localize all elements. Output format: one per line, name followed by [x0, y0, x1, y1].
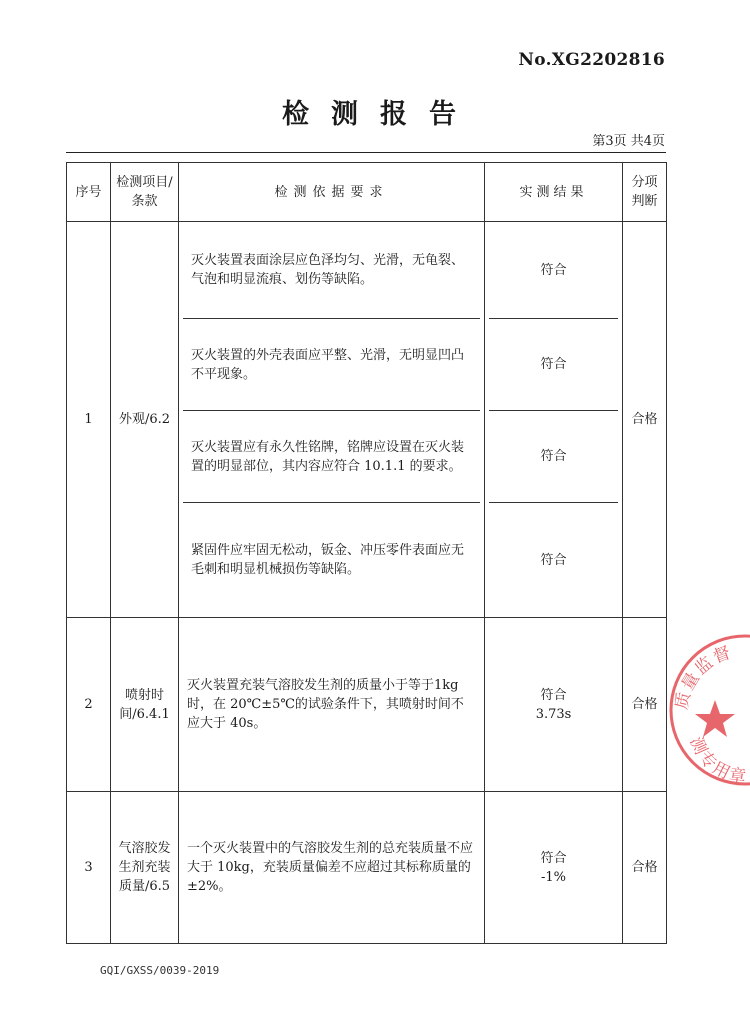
row-item: 喷射时间/6.4.1: [111, 618, 179, 792]
header-seq: 序号: [67, 163, 111, 222]
requirement-text: 灭火装置的外壳表面应平整、光滑，无明显凹凸不平现象。: [183, 319, 480, 411]
table-header-row: [67, 163, 667, 222]
svg-text:质量监督: [672, 642, 736, 711]
result-text: 符合: [489, 222, 618, 319]
table-row: [67, 222, 667, 618]
requirement-text: 灭火装置充装气溶胶发生剂的质量小于等于1kg 时，在 20℃±5℃的试验条件下，其喷射时间不应大于 40s。: [179, 618, 485, 792]
result-verdict: 符合: [540, 850, 567, 866]
requirement-text: 一个灭火装置中的气溶胶发生剂的总充装质量不应大于 10kg，充装质量偏差不应超过其标称质量的±2%。: [179, 792, 485, 944]
row-seq: 1: [67, 222, 111, 618]
requirement-text: 灭火装置应有永久性铭牌，铭牌应设置在灭火装置的明显部位，其内容应符合 10.1.1 的要求。: [183, 411, 480, 503]
row-item: 外观/6.2: [111, 222, 179, 618]
inspection-table: [66, 162, 667, 944]
row-item: 气溶胶发生剂充装质量/6.5: [111, 792, 179, 944]
document-code: GQI/GXSS/0039-2019: [100, 964, 220, 977]
page-title: 检测报告: [282, 99, 478, 130]
row-verdict: 合格: [623, 618, 667, 792]
row-seq: 2: [67, 618, 111, 792]
svg-text:测专用章: [685, 734, 749, 788]
row-results: [485, 222, 623, 618]
result-text: 符合: [489, 319, 618, 411]
result-text: 符合: [540, 552, 567, 568]
official-seal-icon: [665, 630, 750, 790]
row-requirements: [179, 222, 485, 618]
seal-text-top: 质量监督: [671, 642, 736, 712]
result-text: 符合: [489, 411, 618, 503]
header-result: 实测结果: [485, 163, 623, 222]
header-rule: [66, 152, 666, 153]
result-text: [485, 618, 623, 792]
result-text: [485, 792, 623, 944]
result-verdict: 符合: [540, 687, 567, 703]
table-row: [67, 792, 667, 944]
requirement-text: 紧固件应牢固无松动，钣金、冲压零件表面应无毛刺和明显机械损伤等缺陷。: [191, 543, 465, 577]
header-verdict: 分项判断: [623, 163, 667, 222]
header-requirement: 检测依据要求: [179, 163, 485, 222]
header-item: 检测项目/条款: [111, 163, 179, 222]
page-info: 第3页 共4页: [592, 134, 665, 149]
seal-text-bottom: 测专用章: [685, 734, 750, 788]
row-seq: 3: [67, 792, 111, 944]
requirement-text: 灭火装置表面涂层应色泽均匀、光滑，无龟裂、气泡和明显流痕、划伤等缺陷。: [183, 222, 480, 319]
report-number: No.XG2202816: [518, 50, 665, 70]
table-row: [67, 618, 667, 792]
row-verdict: 合格: [623, 792, 667, 944]
result-value: 3.73s: [535, 706, 572, 722]
row-verdict: 合格: [623, 222, 667, 618]
result-value: -1%: [540, 869, 567, 885]
